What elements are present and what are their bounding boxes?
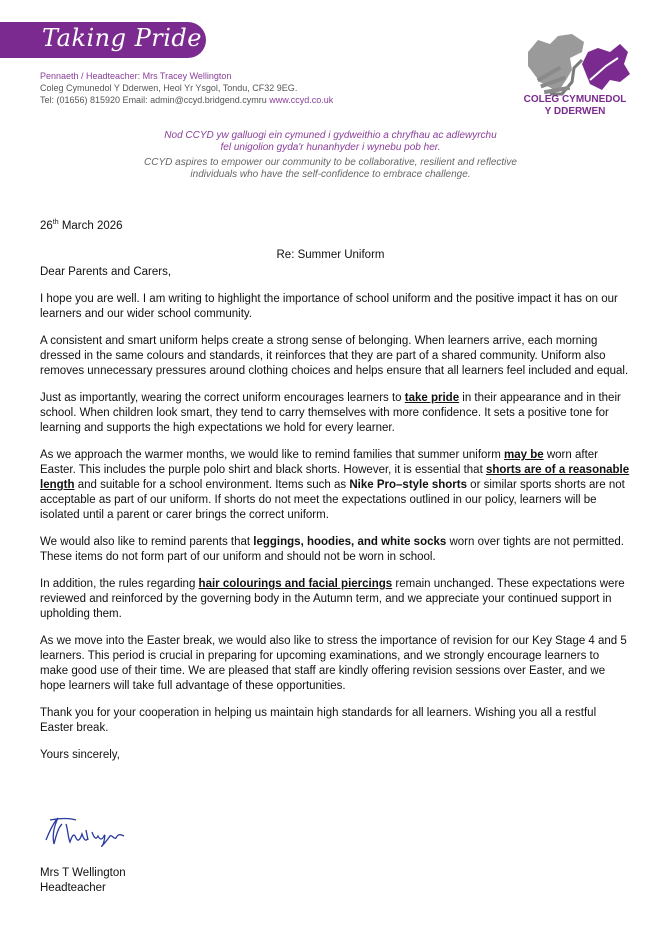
signoff: Yours sincerely,	[40, 749, 120, 761]
paragraph-1: I hope you are well. I am writing to highlight the importance of school uniform and the positive impact it has on our learners and our wider school community.	[40, 293, 618, 320]
headteacher-line: Pennaeth / Headteacher: Mrs Tracey Wellington	[40, 71, 232, 81]
address-line: Coleg Cymunedol Y Dderwen, Heol Yr Ysgol, Tondu, CF32 9EG.	[40, 83, 298, 93]
p5-emphasis: leggings, hoodies, and white socks	[253, 536, 447, 548]
p5-text-a: We would also like to remind parents that	[40, 536, 254, 548]
paragraph-3	[40, 391, 630, 436]
p4-emphasis-nike: Nike Pro–style shorts	[349, 479, 467, 491]
paragraph-2: A consistent and smart uniform helps create a strong sense of belonging. When learners arrive, each morning dressed in the same colours and standards, it reinforces that they are part of a shared community. Uniform also removes unnecessary pressures around clothing choices and helps ensure that all learners feel included and equal.	[40, 335, 629, 377]
date-suffix: th	[52, 219, 59, 226]
letter-subject: Re: Summer Uniform	[276, 249, 385, 261]
date-day: 26	[40, 219, 53, 232]
paragraph-4	[40, 448, 630, 523]
p4-emphasis-may-be: may be	[504, 449, 544, 461]
signatory-name: Mrs T Wellington	[40, 867, 126, 879]
p4-emphasis-length: shorts are of a reasonable length	[40, 464, 630, 491]
contact-block	[40, 70, 333, 106]
logo-line1: COLEG CYMUNEDOL	[523, 94, 627, 105]
p4-text-g: or similar sports shorts are not acceptable as part of our uniform. If shorts do not meet the expectations outlined in our policy, learners will be isolated until a parent or carer brings the correct uniform.	[40, 479, 625, 521]
salutation: Dear Parents and Carers,	[40, 266, 172, 278]
motto-welsh-line2: fel unigolion gyda'r hunanhyder i wynebu pob her.	[220, 142, 441, 153]
signature-image	[40, 810, 136, 850]
motto-english-line1: CCYD aspires to empower our community to be collaborative, resilient and reflective	[144, 157, 517, 168]
closing-block	[40, 866, 126, 896]
website-link[interactable]: www.ccyd.co.uk	[269, 95, 334, 105]
logo-text	[510, 94, 640, 118]
p3-text-a: Just as importantly, wearing the correct uniform encourages learners to	[40, 392, 405, 404]
motto-welsh	[60, 130, 601, 154]
p6-text-a: In addition, the rules regarding	[40, 578, 199, 590]
motto-welsh-line1: Nod CCYD yw galluogi ein cymuned i gydweithio a chryfhau ac adlewyrchu	[164, 130, 497, 141]
p4-text-a: As we approach the warmer months, we would like to remind families that summer uniform	[40, 449, 505, 461]
logo-line2: Y DDERWEN	[544, 106, 606, 117]
tel-email: Tel: (01656) 815920 Email: admin@ccyd.bridgend.cymru	[40, 95, 267, 105]
paragraph-5	[40, 535, 630, 565]
signatory-title: Headteacher	[40, 882, 106, 894]
letter-date	[40, 215, 630, 234]
date-rest: March 2026	[58, 219, 123, 232]
oak-logo-icon	[528, 34, 630, 94]
p6-text-c: remain unchanged. These expectations were reviewed and reinforced by the governing body in the Autumn term, and we appreciate your continued support in upholding them.	[40, 578, 625, 620]
p6-emphasis: hair colourings and facial piercings	[198, 578, 393, 590]
paragraph-6	[40, 577, 630, 622]
p5-text-c: worn over tights are not permitted. These items do not form part of our uniform and should not be worn in school.	[40, 536, 624, 563]
p4-text-e: and suitable for a school environment. Items such as	[74, 479, 350, 491]
contact-line	[40, 94, 333, 106]
paragraph-8: Thank you for your cooperation in helping us maintain high standards for all learners. Wishing you all a restful Easter break.	[40, 707, 597, 734]
banner-title: Taking Pride	[42, 24, 202, 52]
motto-english-line2: individuals who have the self-confidence to embrace challenge.	[190, 169, 471, 180]
paragraph-7: As we move into the Easter break, we would also like to stress the importance of revision for our Key Stage 4 and 5 learners. This period is crucial in preparing for upcoming examinations, and we strongly encourage learners to make good use of their time. We are pleased that staff are kindly offering revision sessions over Easter, and we hope learners will take full advantage of these opportunities.	[40, 635, 627, 692]
p4-text-c: worn after Easter. This includes the purple polo shirt and black shorts. However, it is essential that	[40, 449, 598, 476]
letter-body	[40, 265, 630, 775]
motto-english	[60, 157, 601, 181]
p3-emphasis: take pride	[404, 392, 460, 404]
p3-text-c: in their appearance and in their school. When children look smart, they tend to carry themselves with more confidence. It sets a positive tone for learning and supports the high expectations we hold for every learner.	[40, 392, 621, 434]
